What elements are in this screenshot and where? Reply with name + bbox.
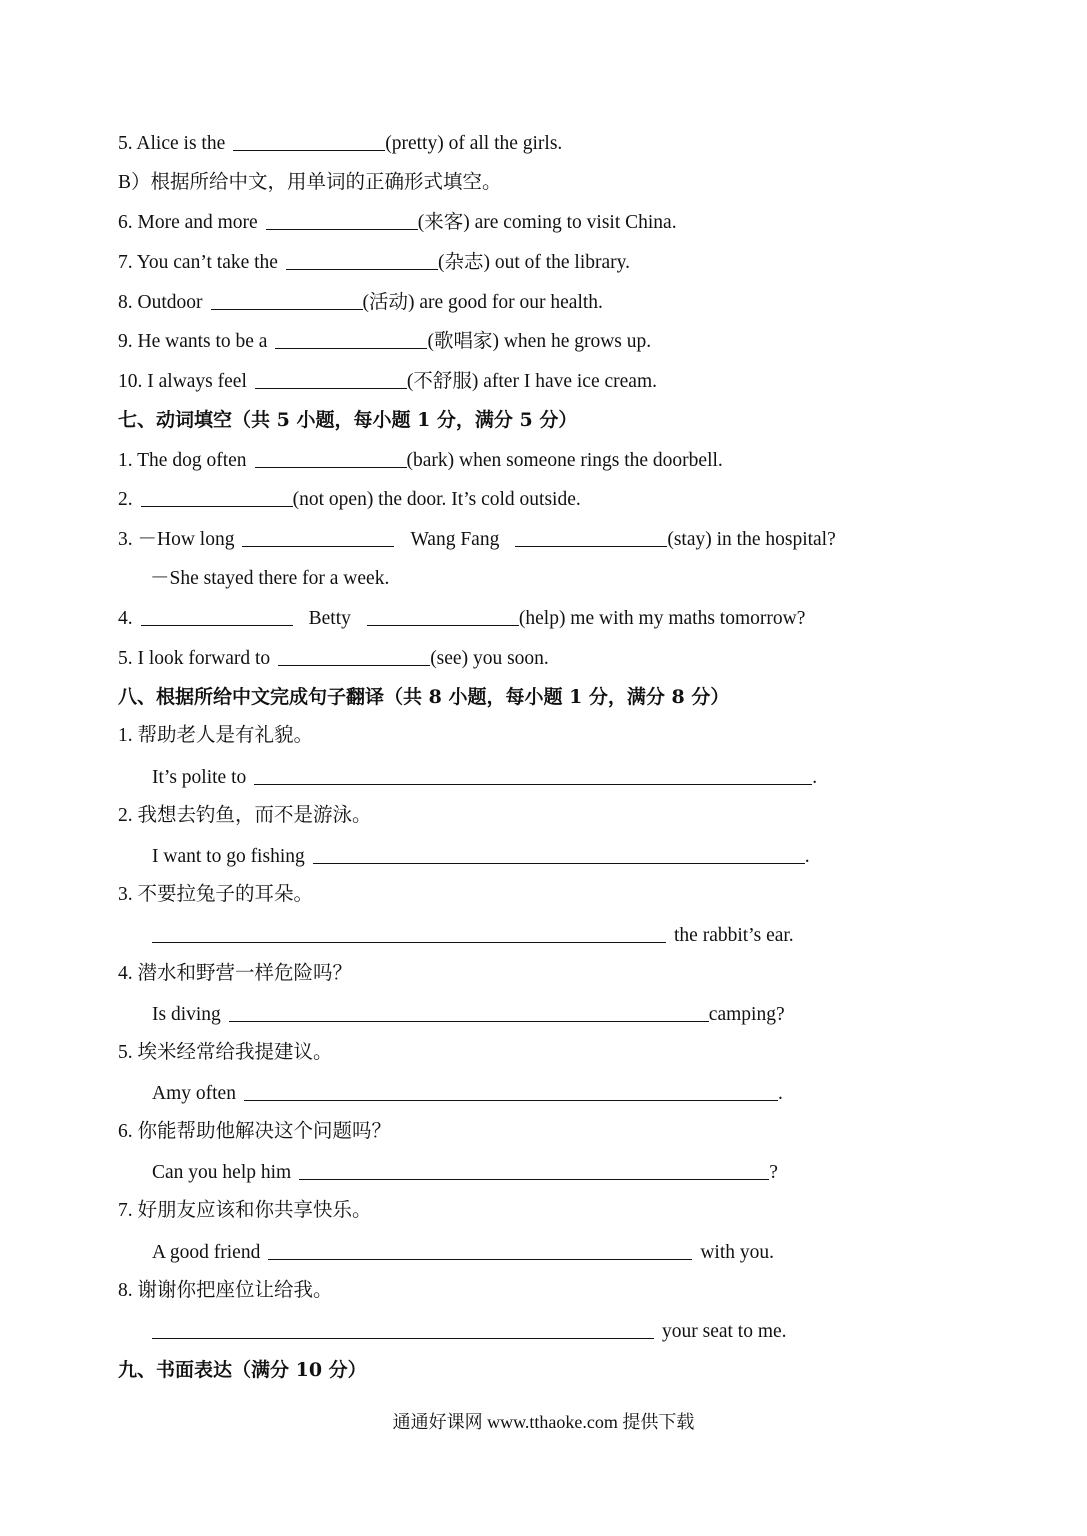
verb-question-2: 2. (not open) the door. It’s cold outside.: [118, 486, 581, 512]
answer-blank[interactable]: [278, 645, 430, 666]
section-9-heading: 九、书面表达（满分 10 分）: [118, 1359, 367, 1381]
question-10: 10. I always feel (不舒服) after I have ice cream.: [118, 368, 657, 394]
translation-8-chinese: 8. 谢谢你把座位让给我。: [118, 1280, 333, 1301]
answer-line[interactable]: [299, 1159, 769, 1180]
translation-7: A good friend with you.: [152, 1239, 774, 1265]
answer-blank[interactable]: [141, 605, 293, 626]
verb-question-3-answer: －She stayed there for a week.: [150, 568, 390, 589]
answer-blank[interactable]: [255, 447, 407, 468]
answer-line[interactable]: [229, 1001, 709, 1022]
answer-blank[interactable]: [242, 526, 394, 547]
answer-line[interactable]: [313, 843, 805, 864]
translation-3-chinese: 3. 不要拉兔子的耳朵。: [118, 884, 314, 905]
question-7: 7. You can’t take the (杂志) out of the library.: [118, 249, 630, 275]
translation-4-chinese: 4. 潜水和野营一样危险吗？: [118, 963, 353, 984]
translation-6-chinese: 6. 你能帮助他解决这个问题吗？: [118, 1121, 392, 1142]
translation-8: your seat to me.: [152, 1318, 787, 1344]
translation-1-chinese: 1. 帮助老人是有礼貌。: [118, 725, 314, 746]
answer-line[interactable]: [152, 922, 666, 943]
answer-line[interactable]: [152, 1318, 654, 1339]
section-b-instruction: B）根据所给中文，用单词的正确形式填空。: [118, 172, 502, 193]
answer-line[interactable]: [254, 764, 812, 785]
translation-5: Amy often .: [152, 1080, 783, 1106]
answer-line[interactable]: [268, 1239, 692, 1260]
translation-5-chinese: 5. 埃米经常给我提建议。: [118, 1042, 333, 1063]
verb-question-4: 4. Betty (help) me with my maths tomorrow?: [118, 605, 805, 631]
page-footer: 通通好课网 www.tthaoke.com 提供下载: [392, 1412, 695, 1432]
translation-3: the rabbit’s ear.: [152, 922, 794, 948]
translation-2: I want to go fishing .: [152, 843, 810, 869]
answer-blank[interactable]: [275, 328, 427, 349]
section-7-heading: 七、动词填空（共 5 小题，每小题 1 分，满分 5 分）: [118, 409, 578, 431]
answer-blank[interactable]: [211, 289, 363, 310]
verb-question-3: 3. －How long Wang Fang (stay) in the hospital?: [118, 526, 836, 552]
translation-7-chinese: 7. 好朋友应该和你共享快乐。: [118, 1200, 372, 1221]
answer-blank[interactable]: [515, 526, 667, 547]
answer-blank[interactable]: [141, 486, 293, 507]
verb-question-1: 1. The dog often (bark) when someone rings the doorbell.: [118, 447, 723, 473]
verb-question-5: 5. I look forward to (see) you soon.: [118, 645, 549, 671]
translation-1: It’s polite to .: [152, 764, 817, 790]
question-6: 6. More and more (来客) are coming to visit China.: [118, 209, 677, 235]
answer-line[interactable]: [244, 1080, 778, 1101]
question-8: 8. Outdoor (活动) are good for our health.: [118, 289, 603, 315]
answer-blank[interactable]: [233, 130, 385, 151]
answer-blank[interactable]: [367, 605, 519, 626]
answer-blank[interactable]: [266, 209, 418, 230]
section-8-heading: 八、根据所给中文完成句子翻译（共 8 小题，每小题 1 分，满分 8 分）: [118, 686, 730, 708]
question-5-pretty: 5. Alice is the (pretty) of all the girls.: [118, 130, 562, 156]
translation-6: Can you help him ?: [152, 1159, 778, 1185]
answer-blank[interactable]: [255, 368, 407, 389]
translation-2-chinese: 2. 我想去钓鱼，而不是游泳。: [118, 805, 372, 826]
question-9: 9. He wants to be a (歌唱家) when he grows up.: [118, 328, 651, 354]
translation-4: Is diving camping?: [152, 1001, 785, 1027]
answer-blank[interactable]: [286, 249, 438, 270]
